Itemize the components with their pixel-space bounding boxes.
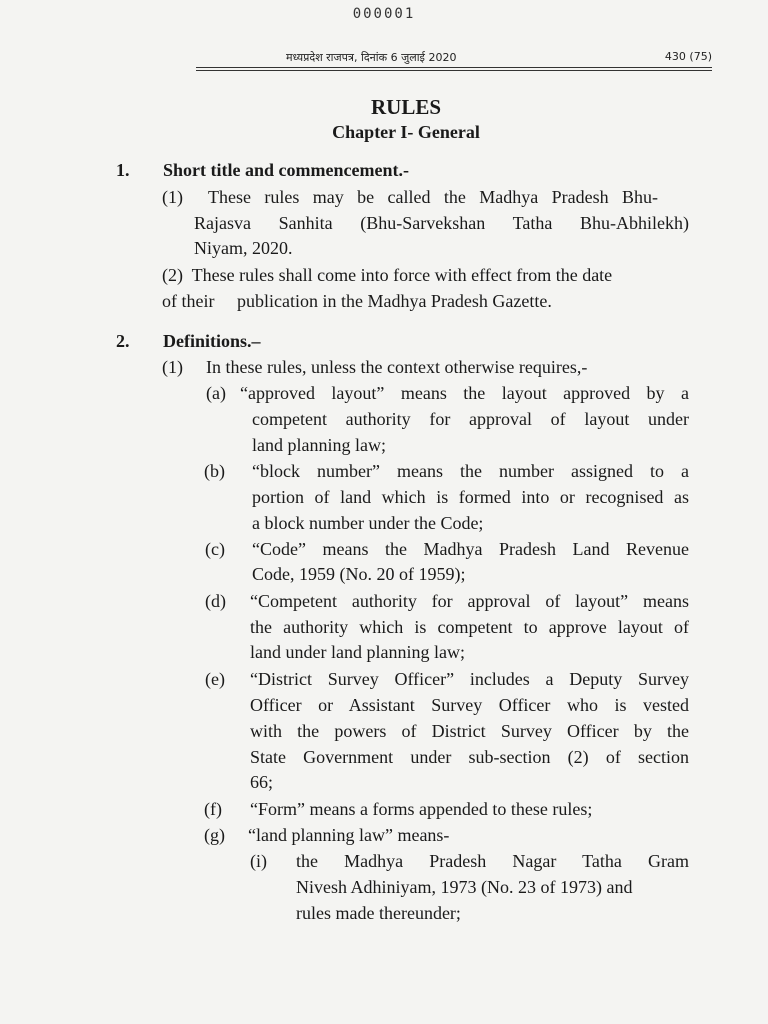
definition-c-line-1: “Code” means the Madhya Pradesh Land Revenue xyxy=(252,539,689,559)
definition-c-line-2: Code, 1959 (No. 20 of 1959); xyxy=(252,564,466,584)
definition-e-label: (e) xyxy=(205,669,225,689)
definition-g-label: (g) xyxy=(204,825,225,845)
definition-b-line-1: “block number” means the number assigned to a xyxy=(252,461,689,481)
definition-b-line-2: portion of land which is formed into or recognised as xyxy=(252,487,689,507)
definition-a-line-3: land planning law; xyxy=(252,435,386,455)
document-title: RULES xyxy=(370,95,442,119)
definition-g-i-line-2: Nivesh Adhiniyam, 1973 (No. 23 of 1973) and xyxy=(296,877,633,897)
definition-c-label: (c) xyxy=(205,539,225,559)
section-1-number: 1. xyxy=(116,160,130,180)
definition-g-i-line-1: the Madhya Pradesh Nagar Tatha Gram xyxy=(296,851,689,871)
definition-b-line-3: a block number under the Code; xyxy=(252,513,484,533)
section-1-clause-1-number: (1) xyxy=(162,187,183,207)
section-1-clause-2-line-2: of their publication in the Madhya Pradesh Gazette. xyxy=(162,291,552,311)
header-rule-bottom xyxy=(196,70,712,71)
gazette-page-ref: 430 (75) xyxy=(664,50,712,63)
definition-f-label: (f) xyxy=(204,799,222,819)
section-2-clause-1-number: (1) xyxy=(162,357,183,377)
definition-b-label: (b) xyxy=(204,461,225,481)
definition-e-line-5: 66; xyxy=(250,772,274,792)
section-1-heading: Short title and commencement.- xyxy=(163,160,409,180)
section-1-clause-1-line-2: Rajasva Sanhita (Bhu-Sarvekshan Tatha Bhu-Abhilekh) xyxy=(194,213,689,233)
section-2-heading: Definitions.– xyxy=(163,331,261,351)
definition-a-line-2: competent authority for approval of layout under xyxy=(252,409,689,429)
definition-e-line-2: Officer or Assistant Survey Officer who is vested xyxy=(250,695,689,715)
definition-e-line-1: “District Survey Officer” includes a Deputy Survey xyxy=(250,669,689,689)
header-rule-top xyxy=(196,67,712,68)
section-2-number: 2. xyxy=(116,331,130,351)
definition-e-line-3: with the powers of District Survey Officer by the xyxy=(250,721,689,741)
definition-g-i-label: (i) xyxy=(250,851,267,871)
definition-d-label: (d) xyxy=(205,591,226,611)
definition-g-text: “land planning law” means- xyxy=(248,825,450,845)
definition-a-label: (a) xyxy=(206,383,226,403)
section-1-clause-1-line-3: Niyam, 2020. xyxy=(194,238,293,258)
gazette-header xyxy=(196,50,712,64)
definition-d-line-3: land under land planning law; xyxy=(250,642,465,662)
definition-e-line-4: State Government under sub-section (2) of section xyxy=(250,747,689,767)
definition-d-line-2: the authority which is competent to approve layout of xyxy=(250,617,689,637)
page-number: 000001 xyxy=(352,6,416,22)
definition-a-line-1: “approved layout” means the layout approved by a xyxy=(240,383,689,403)
chapter-title: Chapter I- General xyxy=(332,122,480,142)
gazette-title: मध्यप्रदेश राजपत्र, दिनांक 6 जुलाई 2020 xyxy=(286,51,457,64)
section-1-clause-1-line-1: These rules may be called the Madhya Pradesh Bhu- xyxy=(208,187,658,207)
section-2-clause-1-text: In these rules, unless the context otherwise requires,- xyxy=(206,357,588,377)
definition-f-text: “Form” means a forms appended to these rules; xyxy=(250,799,593,819)
definition-d-line-1: “Competent authority for approval of layout” means xyxy=(250,591,689,611)
definition-g-i-line-3: rules made thereunder; xyxy=(296,903,461,923)
section-1-clause-2-line-1: (2) These rules shall come into force with effect from the date xyxy=(162,265,613,285)
